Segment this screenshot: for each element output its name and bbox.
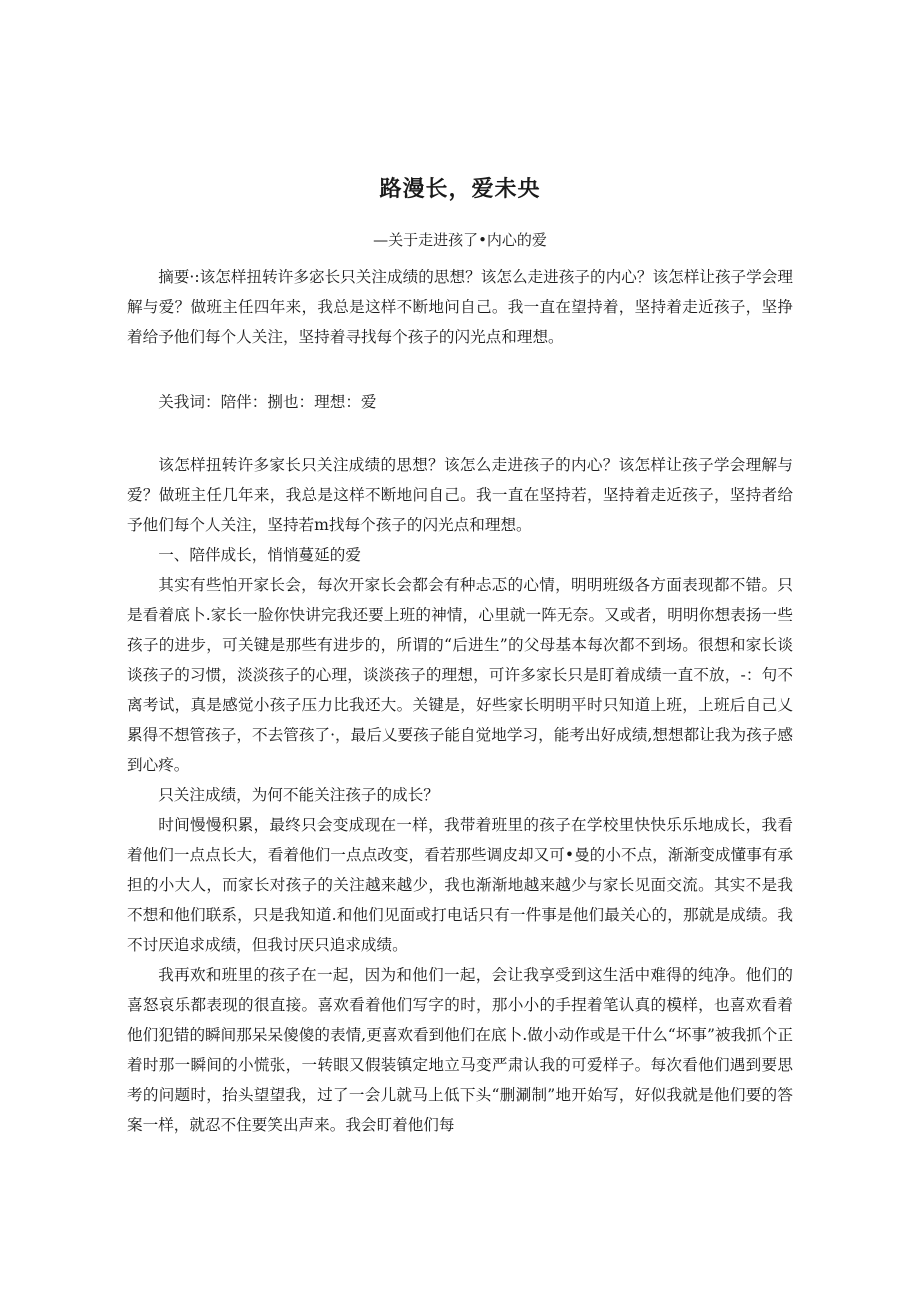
- document-subtitle: —关于走进孩了•内心的爱: [373, 231, 547, 249]
- keywords-line: 关我词：陪伴：捌也：理想：爱: [158, 393, 377, 411]
- body-paragraph: 该怎样扭转许多家长只关注成绩的思想？该怎么走进孩子的内心？该怎样让孩子学会理解与爱？做班主任几年来，我总是这样不断地问自己。我一直在坚持若，坚持着走近孩子，坚持者给予他们每个人关注，坚持若m找每个孩子的闪光点和理想。: [127, 456, 793, 534]
- body-content: [127, 450, 793, 1140]
- body-paragraph: 只关注成绩，为何不能关注孩子的成长？: [158, 786, 439, 804]
- body-paragraph: 时间慢慢积累，最终只会变成现在一样，我带着班里的孩子在学校里快快乐乐地成长，我看着他们一点点长大，看着他们一点点改变，看若那些调皮却又可•曼的小不点，渐渐变成懂事有承担的小大人，而家长对孩子的关注越来越少，我也渐渐地越来越少与家长见面交流。其实不是我不想和他们联系，只是我知道.和他们见面或打电话只有一件事是他们最关心的，那就是成绩。我不讨厌追求成绩，但我讨厌只追求成绩。: [127, 816, 793, 954]
- document-title: 路漫长，爱未央: [379, 177, 541, 202]
- section-heading: 一、陪伴成长，悄悄蔓延的爱: [158, 546, 361, 564]
- body-paragraph: 我再欢和班里的孩子在一起，因为和他们一起，会让我享受到这生活中难得的纯净。他们的喜怒哀乐都表现的很直接。喜欢看着他们写字的时，那小小的手捏着笔认真的模样，也喜欢看着他们犯错的瞬间那呆呆傻傻的表情,更喜欢看到他们在底卜.做小动作或是干什么“坏事”被我抓个正着时那一瞬间的小慌张，一转眼又假装镇定地立马变严肃认我的可爱样子。每次看他们遇到要思考的问题时，抬头望望我，过了一会儿就马上低下头“删涮制”地开始写，好似我就是他们要的答案一样，就忍不住要笑出声来。我会盯着他们每: [127, 966, 793, 1134]
- body-paragraph: 其实有些怕开家长会，每次开家长会都会有种忐忑的心情，明明班级各方面表现都不错。只是看着底卜.家长一脸你快讲完我还要上班的神情，心里就一阵无奈。又或者，明明你想表扬一些孩子的进步，可关键是那些有进步的，所谓的“后进生”的父母基本每次都不到场。很想和家长谈谈孩子的习惯，淡淡孩子的心理，谈淡孩子的理想，可许多家长只是盯着成绩一直不放，-：句不离考试，真是感觉小孩子压力比我还大。关键是，好些家长明明平时只知道上班，上班后自己乂累得不想管孩子，不去管孩了·，最后乂要孩子能自觉地学习，能考出好成绩,想想都让我为孩子感到心疼。: [127, 576, 793, 774]
- abstract-section: [127, 262, 793, 352]
- abstract-paragraph: 摘要·:该怎样扭转许多宓长只关注成绩的思想？该怎么走进孩子的内心？该怎样让孩子学会理解与爱？做班主任四年来，我总是这样不断地问自己。我一直在望持着，坚持着走近孩子，坚挣着给予他们每个人关注，坚持着寻找每个孩子的闪光点和理想。: [127, 268, 793, 346]
- keywords-section: [127, 387, 793, 417]
